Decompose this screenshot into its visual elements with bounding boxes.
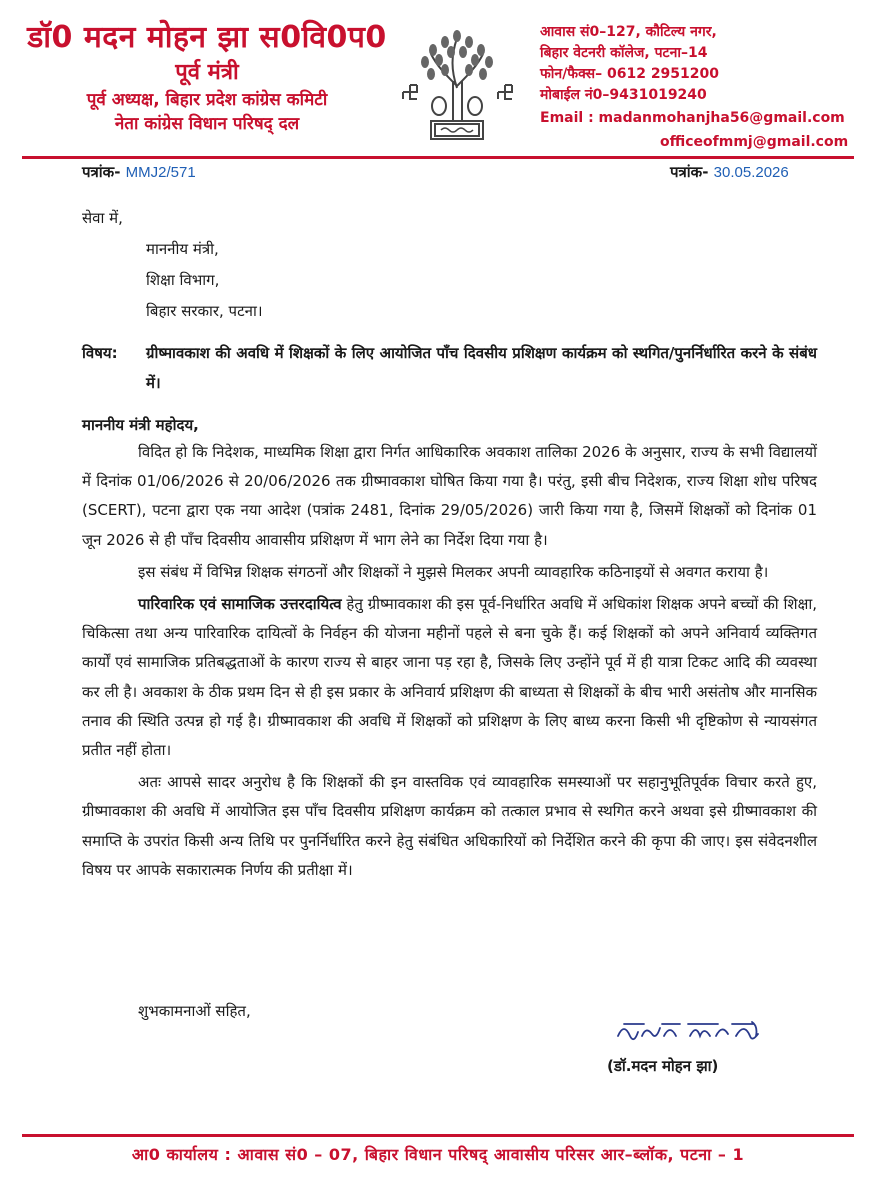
letter-body [82, 438, 817, 888]
tree-lamp-emblem-icon [395, 26, 520, 144]
subject-block [82, 338, 817, 398]
letterhead-line-1: पूर्व अध्यक्ष, बिहार प्रदेश कांग्रेस कमिटी [86, 90, 328, 110]
footer-divider [22, 1134, 854, 1137]
handwritten-signature [612, 1010, 782, 1052]
email-line-1: Email : madanmohanjha56@gmail.com [540, 110, 845, 126]
address-line-2: बिहार वेटनरी कॉलेज, पटना–14 [540, 45, 708, 61]
paragraph-3-rest: हेतु ग्रीष्मावकाश की इस पूर्व-निर्धारित अवधि में अधिकांश शिक्षक अपने बच्चों की शिक्षा, चिकित्सा तथा अन्य पारिवारिक दायित्वों के निर्वहन की योजना महीनों पहले से बना चुके हैं। कई शिक्षकों को अपने अनिवार्य व्यक्तिगत कार्यों एवं सामाजिक प्रतिबद्धताओं के कारण राज्य से बाहर जाना पड़ रहा है, जिसके लिए उन्होंने पूर्व में ही यात्रा टिकट आदि की व्यवस्था कर ली है। अवकाश के ठीक प्रथम दिन से ही इस प्रकार के अनिवार्य प्रशिक्षण की बाध्यता से शिक्षकों के बीच भारी असंतोष और मानसिक तनाव की स्थिति उत्पन्न हो गई है। ग्रीष्मावकाश की अवधि में शिक्षकों को प्रशिक्षण के लिए बाध्य करना किसी भी दृष्टिकोण से न्यायसंगत प्रतीत नहीं होता। [82, 595, 817, 760]
ref-left-label: पत्रांक- [82, 163, 121, 181]
subject-label: विषय: [82, 344, 118, 362]
subject-text: ग्रीष्मावकाश की अवधि में शिक्षकों के लिए आयोजित पाँच दिवसीय प्रशिक्षण कार्यक्रम को स्थगित/पुनर्निर्धारित करने के संबंध में। [146, 344, 817, 392]
footer-address: आ0 कार्यालय : आवास सं0 – 07, बिहार विधान परिषद् आवासीय परिसर आर–ब्लॉक, पटना – 1 [131, 1145, 745, 1164]
mobile-line: मोबाईल नं0–9431019240 [540, 87, 707, 103]
ref-left-value: MMJ2/571 [125, 164, 196, 181]
ref-right-label: पत्रांक- [670, 163, 709, 181]
paragraph-4: अतः आपसे सादर अनुरोध है कि शिक्षकों की इन वास्तविक एवं व्यावहारिक समस्याओं पर सहानुभूतिपूर्वक विचार करते हुए, ग्रीष्मावकाश की अवधि में आयोजित इस पाँच दिवसीय प्रशिक्षण कार्यक्रम को तत्काल प्रभाव से स्थगित करने अथवा इसे ग्रीष्मावकाश की समाप्ति के उपरांत किसी अन्य तिथि पर पुनर्निर्धारित करने हेतु संबंधित अधिकारियों को निर्देशित करने की कृपा की जाए। इस संवेदनशील विषय पर आपके सकारात्मक निर्णय की प्रतीक्षा में। [82, 773, 817, 879]
addressee-block [82, 203, 817, 327]
salutation: माननीय मंत्री महोदय, [82, 416, 199, 434]
ref-left [82, 162, 196, 182]
paragraph-2: इस संबंध में विभिन्न शिक्षक संगठनों और शिक्षकों ने मुझसे मिलकर अपनी व्यावहारिक कठिनाइयों से अवगत कराया है। [138, 562, 769, 581]
ref-right-value: 30.05.2026 [713, 164, 789, 181]
letterhead-name: डॉ0 मदन मोहन झा स0वि0प0 [27, 20, 387, 55]
header-divider [22, 156, 854, 159]
address-line-1: आवास सं0–127, कौटिल्य नगर, [540, 24, 717, 40]
addressee-line-2: शिक्षा विभाग, [146, 271, 220, 289]
letterhead-role: पूर्व मंत्री [175, 60, 239, 85]
letterhead-right [540, 22, 870, 154]
letterhead-left [22, 18, 392, 136]
email-line-2: officeofmmj@gmail.com [660, 134, 849, 150]
phone-line: फोन/फैक्स– 0612 2951200 [540, 66, 720, 82]
addressee-line-1: माननीय मंत्री, [146, 240, 219, 258]
closing: शुभकामनाओं सहित, [138, 1002, 251, 1020]
letterhead-line-2: नेता कांग्रेस विधान परिषद् दल [114, 114, 300, 134]
addressee-line-0: सेवा में, [82, 209, 123, 227]
ref-right [670, 162, 789, 182]
paragraph-3-bold: पारिवारिक एवं सामाजिक उत्तरदायित्व [138, 595, 342, 614]
signatory-name: (डॉ.मदन मोहन झा) [607, 1057, 719, 1075]
paragraph-3 [82, 590, 817, 765]
paragraph-1: विदित हो कि निदेशक, माध्यमिक शिक्षा द्वारा निर्गत आधिकारिक अवकाश तालिका 2026 के अनुसार, राज्य के सभी विद्यालयों में दिनांक 01/06/2026 से 20/06/2026 तक ग्रीष्मावकाश घोषित किया गया है। परंतु, इसी बीच निदेशक, राज्य शिक्षा शोध परिषद (SCERT), पटना द्वारा एक नया आदेश (पत्रांक 2481, दिनांक 29/05/2026) जारी किया गया है, जिसमें शिक्षकों को दिनांक 01 जून 2026 से ही पाँच दिवसीय आवासीय प्रशिक्षण में भाग लेने का निर्देश दिया गया है। [82, 443, 817, 549]
addressee-line-3: बिहार सरकार, पटना। [146, 302, 263, 320]
